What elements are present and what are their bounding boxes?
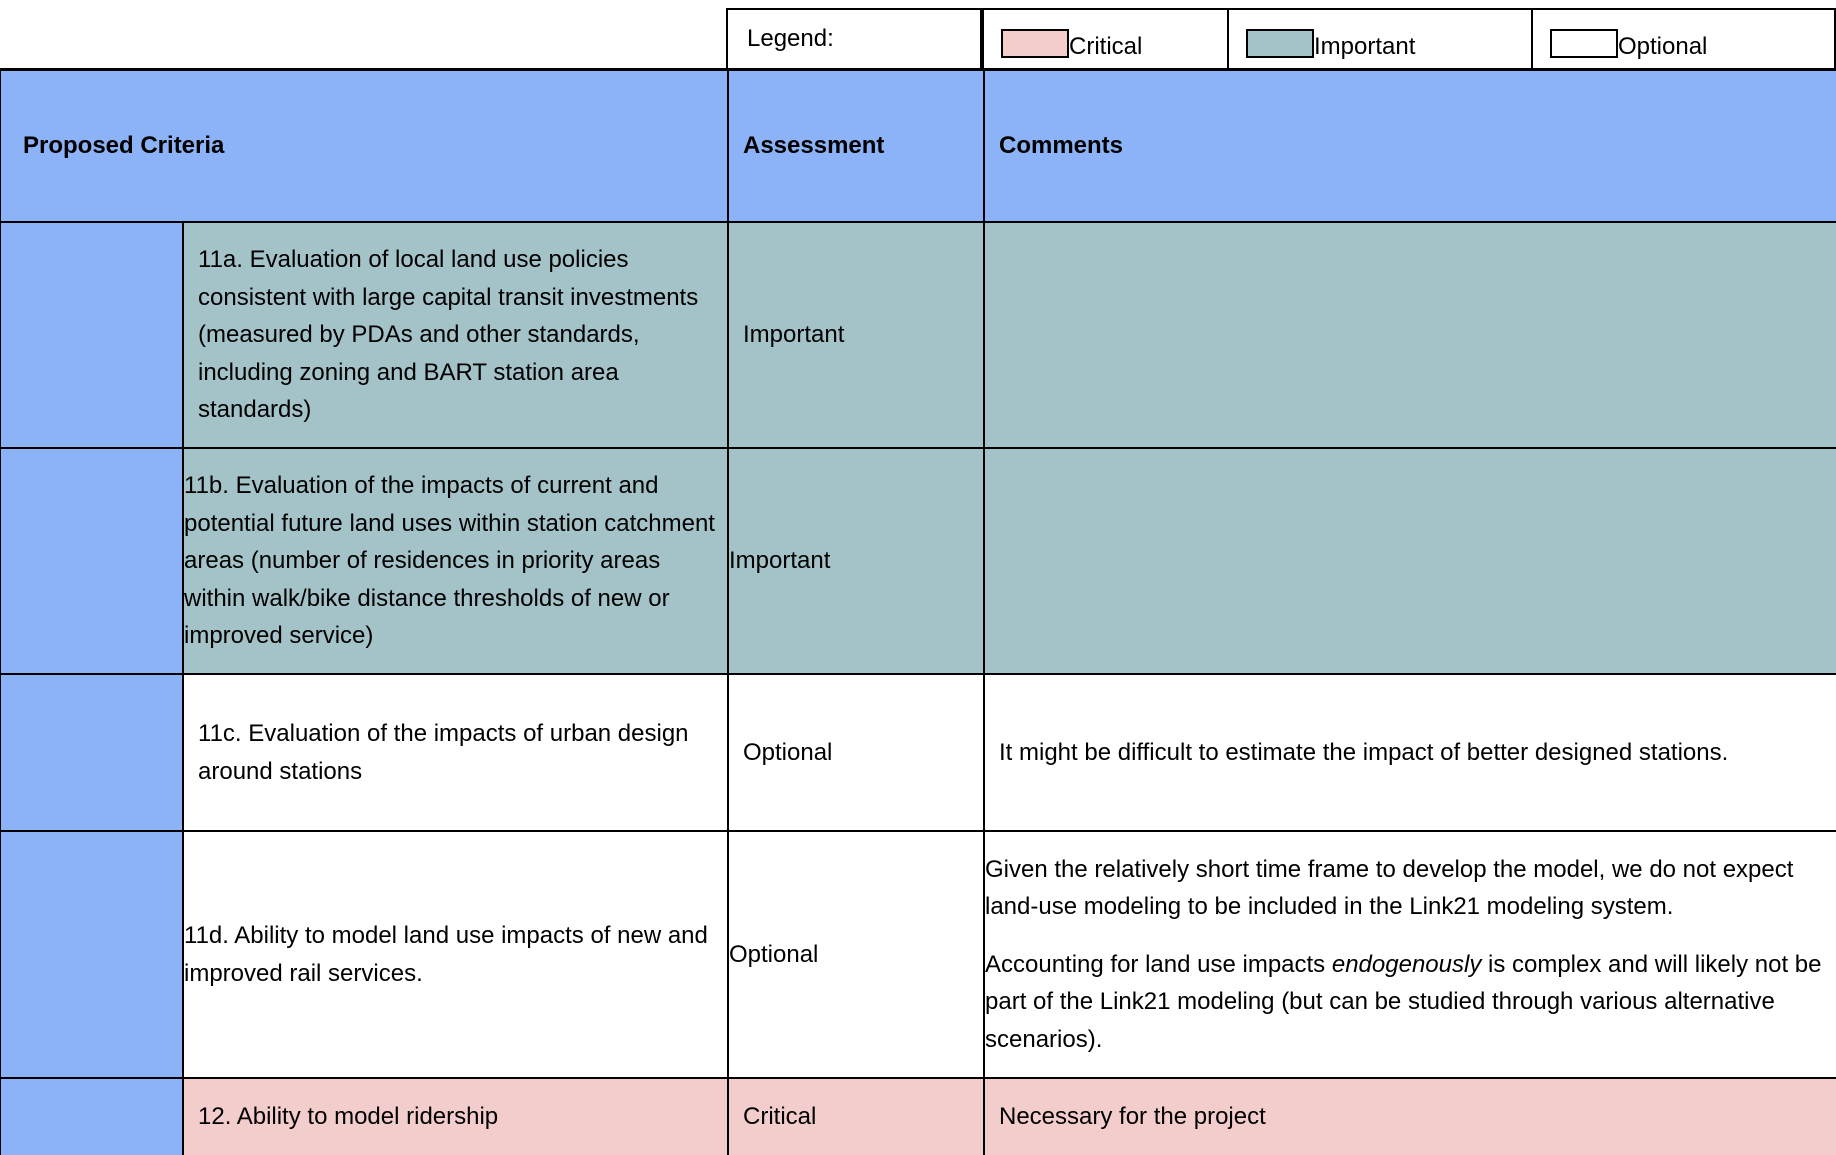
- row-11d-side: [0, 830, 182, 1077]
- row-11a-comments: [983, 221, 1836, 447]
- row-11d-comment-p2-emphasis: endogenously: [1331, 950, 1482, 978]
- header-comments: Comments: [983, 68, 1836, 221]
- legend-important-label: Important: [1314, 33, 1416, 60]
- legend-label: Legend:: [726, 8, 982, 68]
- row-11b-comments: [983, 447, 1836, 673]
- row-11b-assessment: Important: [727, 447, 983, 673]
- row-11a-side: [0, 221, 182, 447]
- row-11d-comments: [983, 830, 1836, 1077]
- legend-critical: [982, 8, 1227, 68]
- row-11d-comment-paragraph-1: Given the relatively short time frame to develop the model, we do not expect land-use modeling to be included in the Link21 modeling system.: [985, 855, 1794, 921]
- row-11d-comment-p2-end: is complex and will likely not be part of the Link21 modeling (but can be studied through various alternative scenarios).: [985, 950, 1822, 1053]
- legend-optional-swatch: [1550, 29, 1618, 58]
- legend-optional: [1531, 8, 1836, 68]
- legend-important-swatch: [1246, 29, 1314, 58]
- row-12-comments: Necessary for the project: [983, 1077, 1836, 1155]
- row-11d-criteria: 11d. Ability to model land use impacts of new and improved rail services.: [182, 830, 727, 1077]
- row-12-criteria: 12. Ability to model ridership: [182, 1077, 727, 1155]
- header-assessment: Assessment: [727, 68, 983, 221]
- row-11c-criteria: 11c. Evaluation of the impacts of urban design around stations: [182, 673, 727, 830]
- legend-critical-label: Critical: [1069, 33, 1143, 60]
- row-12-assessment: Critical: [727, 1077, 983, 1155]
- header-proposed-criteria: Proposed Criteria: [0, 68, 727, 221]
- row-11c-side: [0, 673, 182, 830]
- row-11a-criteria: 11a. Evaluation of local land use policies consistent with large capital transit investments (measured by PDAs and other standards, including zoning and BART station area standards): [182, 221, 727, 447]
- row-11d-assessment: Optional: [727, 830, 983, 1077]
- row-12-side: [0, 1077, 182, 1155]
- row-11d-comment-paragraph-2: [985, 946, 1826, 1059]
- row-11d-comment-p2-start: Accounting for land use impacts: [985, 950, 1332, 978]
- row-11c-comments: It might be difficult to estimate the impact of better designed stations.: [983, 673, 1836, 830]
- legend-critical-swatch: [1001, 29, 1069, 58]
- row-11b-side: [0, 447, 182, 673]
- row-11c-assessment: Optional: [727, 673, 983, 830]
- row-11b-criteria: 11b. Evaluation of the impacts of current and potential future land uses within station catchment areas (number of residences in priority areas within walk/bike distance thresholds of new or improved service): [182, 447, 727, 673]
- row-11d-comments-text: [985, 851, 1826, 1059]
- row-11a-assessment: Important: [727, 221, 983, 447]
- legend-optional-label: Optional: [1618, 33, 1708, 60]
- legend-important: [1227, 8, 1531, 68]
